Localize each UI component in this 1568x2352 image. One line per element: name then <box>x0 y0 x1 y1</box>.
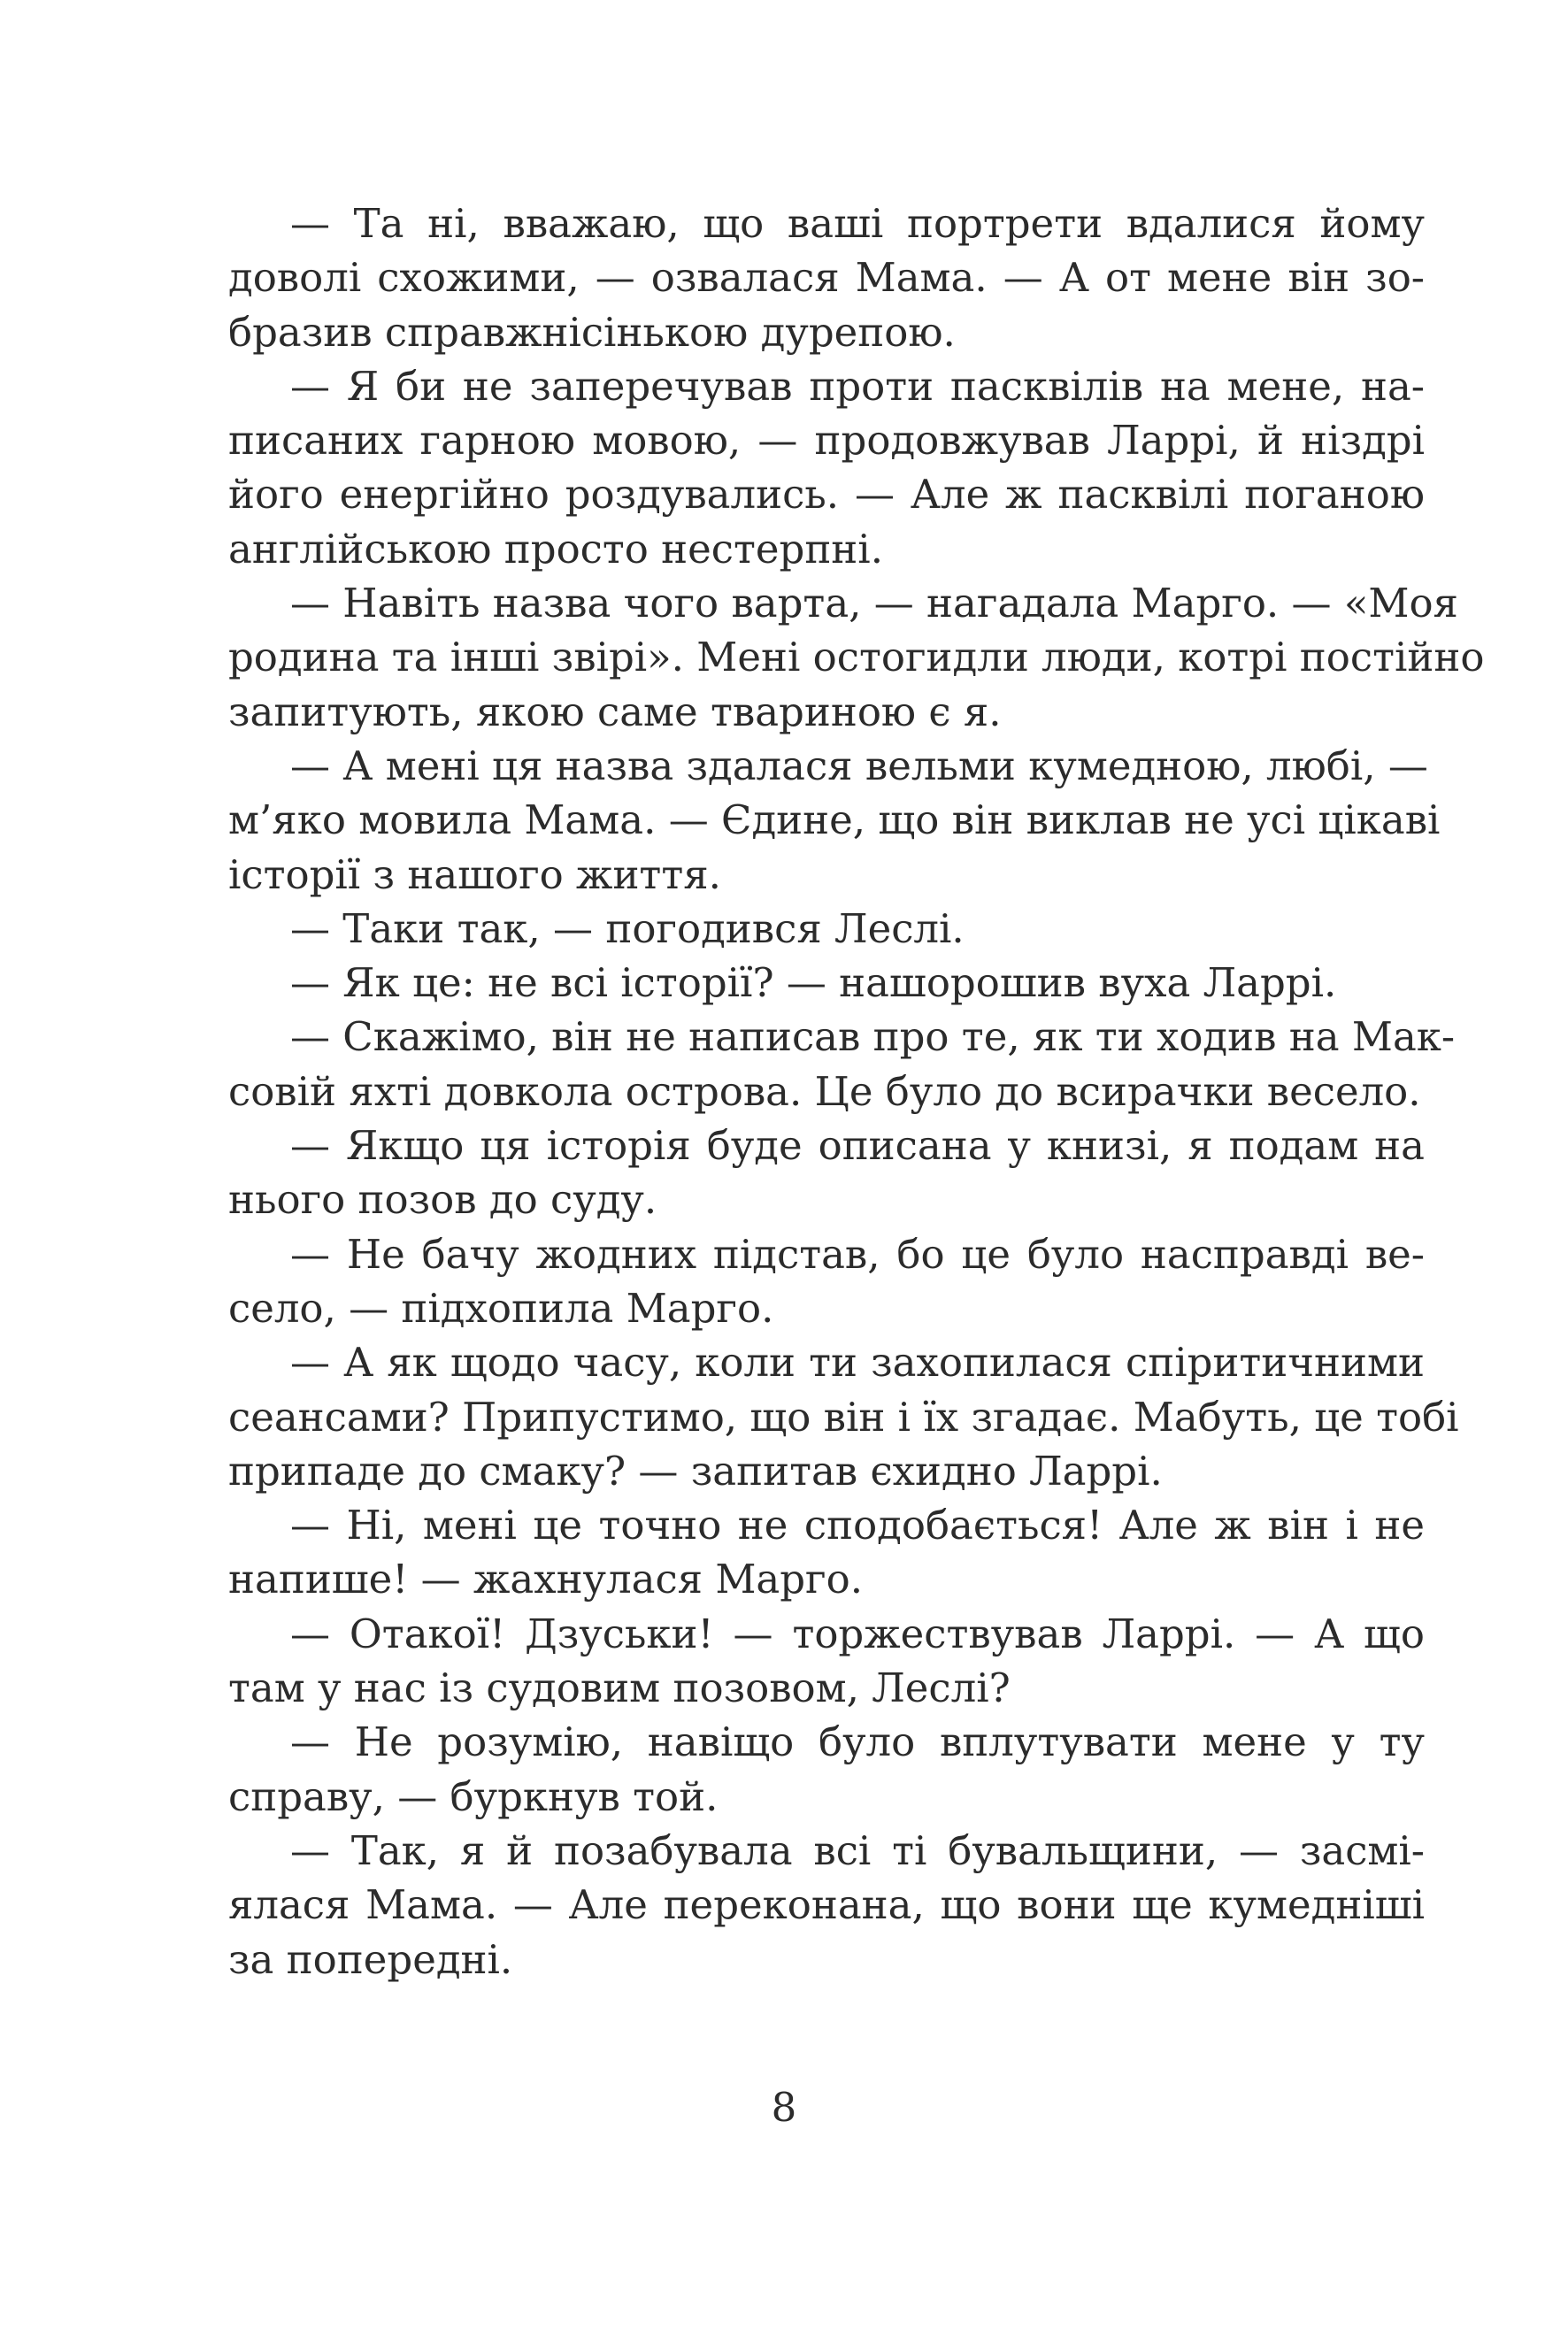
text-line: — Навіть назва чого варта, — нагадала Марго. — «Моя <box>290 580 1458 627</box>
text-line: напише! — жахнулася Марго. <box>228 1556 864 1603</box>
text-line: родина та інші звірі». Мені остогидли люди, котрі постійно <box>228 634 1485 681</box>
text-line: нього позов до суду. <box>228 1176 657 1224</box>
text-line: — Як це: не всі історії? — нашорошив вуха Ларрі. <box>290 959 1337 1007</box>
text-line: — Таки так, — погодився Леслі. <box>290 904 965 952</box>
text-line: писаних гарною мовою, — продовжував Ларрі, й ніздрі <box>228 417 1425 465</box>
page-number: 8 <box>771 2084 797 2131</box>
text-line: — Я би не заперечував проти пасквілів на мене, на- <box>290 362 1425 410</box>
text-line: англійською просто нестерпні. <box>228 525 883 573</box>
text-line: доволі схожими, — озвалася Мама. — А от мене він зо- <box>228 254 1425 302</box>
text-line: село, — підхопила Марго. <box>228 1284 774 1332</box>
text-line: за попередні. <box>228 1935 513 1983</box>
text-line: запитують, якою саме твариною є я. <box>228 688 1002 735</box>
text-line: — Якщо ця історія буде описана у книзі, я подам на <box>290 1122 1425 1170</box>
text-line: там у нас із судовим позовом, Леслі? <box>228 1664 1011 1712</box>
body-text <box>228 196 1485 1987</box>
text-line: — Скажімо, він не написав про те, як ти ходив на Мак- <box>290 1013 1456 1061</box>
text-line: — А мені ця назва здалася вельми кумедною, любі, — <box>290 742 1428 789</box>
text-line: його енергійно роздувались. — Але ж пасквілі поганою <box>228 471 1425 519</box>
text-line: — Ні, мені це точно не сподобається! Але ж він і не <box>290 1502 1425 1549</box>
text-line: — Так, я й позабувала всі ті бувальщини, — засмі- <box>290 1826 1425 1874</box>
text-line: справу, — буркнув той. <box>228 1772 719 1820</box>
text-line: припаде до смаку? — запитав єхидно Ларрі. <box>228 1447 1163 1495</box>
text-line: сеансами? Припустимо, що він і їх згадає. Мабуть, це тобі <box>228 1393 1459 1441</box>
text-line: — Отакої! Дзуськи! — торжествував Ларрі. — А що <box>290 1610 1425 1657</box>
text-line: м’яко мовила Мама. — Єдине, що він виклав не усі цікаві <box>228 796 1441 844</box>
text-line: совій яхті довкола острова. Це було до всирачки весело. <box>228 1067 1421 1115</box>
text-line: бразив справжнісінькою дурепою. <box>228 308 956 356</box>
text-line: — Та ні, вважаю, що ваші портрети вдалися йому <box>290 200 1425 247</box>
text-line: ялася Мама. — Але переконана, що вони ще кумедніші <box>228 1881 1425 1929</box>
text-line: історії з нашого життя. <box>228 850 721 898</box>
text-line: — Не розумію, навіщо було вплутувати мене у ту <box>290 1718 1425 1766</box>
text-line: — Не бачу жодних підстав, бо це було насправді ве- <box>290 1230 1425 1278</box>
text-line: — А як щодо часу, коли ти захопилася спіритичними <box>290 1339 1425 1387</box>
